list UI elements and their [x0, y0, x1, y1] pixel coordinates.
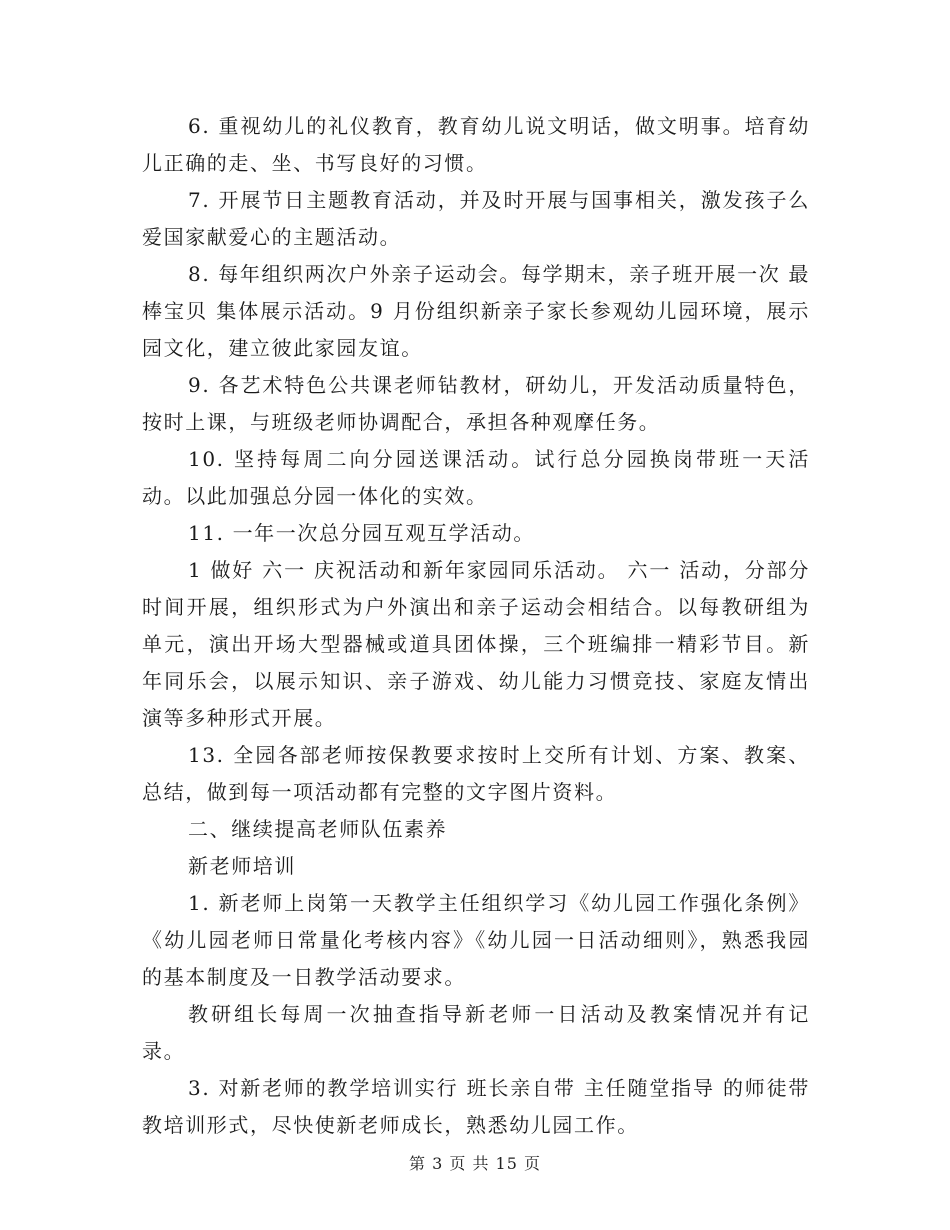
paragraph-item-10: 10. 坚持每周二向分园送课活动。试行总分园换岗带班一天活动。以此加强总分园一体化的实效。: [142, 447, 810, 508]
paragraph-item-8: 8. 每年组织两次户外亲子运动会。每学期末，亲子班开展一次 最棒宝贝 集体展示活动。9 月份组织新亲子家长参观幼儿园环境，展示园文化，建立彼此家园友谊。: [142, 262, 810, 360]
paragraph-item-12: 1 做好 六一 庆祝活动和新年家园同乐活动。 六一 活动，分部分时间开展，组织形式为户外演出和亲子运动会相结合。以每教研组为单元，演出开场大型器械或道具团体操，三个班编排一精彩节目。新年同乐会，以展示知识、亲子游戏、幼儿能力习惯竞技、家庭友情出演等多种形式开展。: [142, 558, 810, 730]
paragraph-item-6: 6. 重视幼儿的礼仪教育，教育幼儿说文明话，做文明事。培育幼儿正确的走、坐、书写良好的习惯。: [142, 114, 810, 175]
paragraph-training-1: 1. 新老师上岗第一天教学主任组织学习《幼儿园工作强化条例》《幼儿园老师日常量化考核内容》《幼儿园一日活动细则》，熟悉我园的基本制度及一日教学活动要求。: [142, 891, 810, 989]
paragraph-item-13: 13. 全园各部老师按保教要求按时上交所有计划、方案、教案、总结，做到每一项活动都有完整的文字图片资料。: [142, 743, 810, 804]
section-heading: 二、继续提高老师队伍素养: [188, 817, 448, 841]
paragraph-item-7: 7. 开展节日主题教育活动，并及时开展与国事相关，激发孩子么爱国家献爱心的主题活动。: [142, 188, 810, 249]
paragraph-item-11: 11. 一年一次总分园互观互学活动。: [188, 521, 535, 545]
paragraph-item-9: 9. 各艺术特色公共课老师钻教材，研幼儿，开发活动质量特色，按时上课，与班级老师协调配合，承担各种观摩任务。: [142, 373, 810, 434]
page-footer: [0, 1151, 950, 1174]
page-number-label: 第 3 页 共 15 页: [409, 1154, 541, 1173]
subsection-heading: 新老师培训: [188, 854, 296, 878]
paragraph-training-3: 3. 对新老师的教学培训实行 班长亲自带 主任随堂指导 的师徒带教培训形式，尽快使新老师成长，熟悉幼儿园工作。: [142, 1076, 810, 1137]
document-body: [142, 108, 810, 1144]
paragraph-training-2: 教研组长每周一次抽查指导新老师一日活动及教案情况并有记录。: [142, 1002, 810, 1063]
